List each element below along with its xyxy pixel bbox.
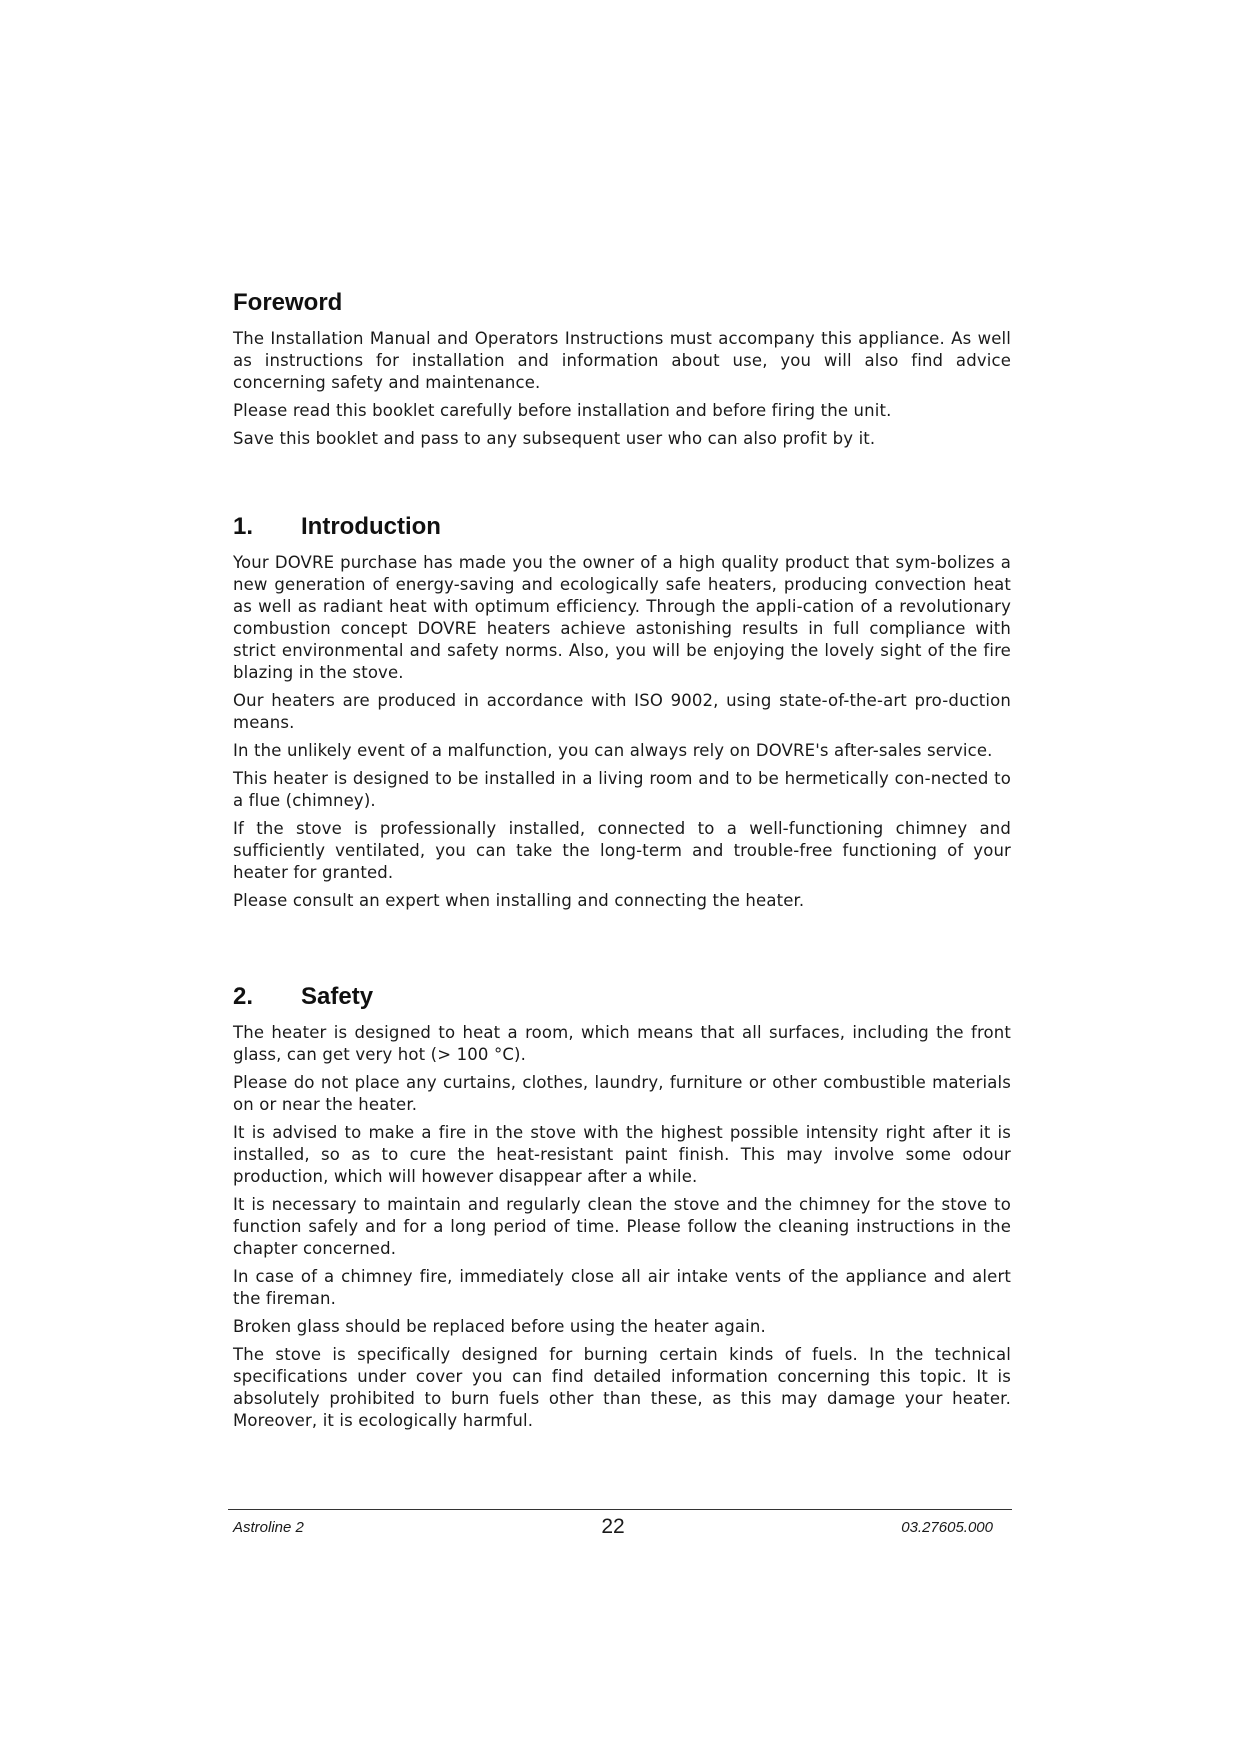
safety-paragraph: Please do not place any curtains, clothes, laundry, furniture or other combustible materials on or near the heater. [233,1073,1011,1114]
foreword-paragraph: Save this booklet and pass to any subsequent user who can also profit by it. [233,429,876,448]
safety-paragraph: The heater is designed to heat a room, which means that all surfaces, including the front glass, can get very hot (> 100 °C). [233,1023,1011,1064]
foreword-heading: Foreword [233,289,343,316]
safety-paragraph: In case of a chimney fire, immediately close all air intake vents of the appliance and alert the fireman. [233,1267,1011,1308]
safety-paragraph: The stove is specifically designed for burning certain kinds of fuels. In the technical specifications under cover you can find detailed information concerning this topic. It is absolutely prohibited to burn fuels other than these, as this may damage your heater. Moreover, it is ecologically harmful. [233,1345,1011,1430]
footer-page-number: 22 [601,1515,625,1538]
section-title: Introduction [301,513,441,540]
foreword-paragraph: Please read this booklet carefully before installation and before firing the unit. [233,401,892,420]
foreword-paragraph: The Installation Manual and Operators Instructions must accompany this appliance. As well as instructions for installation and information about use, you will also find advice concerning safety and maintenance. [233,329,1011,392]
document-page [233,288,1011,1438]
foreword-section [233,288,1011,450]
introduction-paragraph: Your DOVRE purchase has made you the owner of a high quality product that sym-bolizes a new generation of energy-saving and ecologically safe heaters, producing convection heat as well as radiant heat with optimum efficiency. Through the appli-cation of a revolutionary combustion concept DOVRE heaters achieve astonishing results in full compliance with strict environmental and safety norms. Also, you will be enjoying the lovely sight of the fire blazing in the stove. [233,553,1011,682]
footer-divider [228,1509,1012,1510]
section-number: 2. [233,983,254,1010]
introduction-paragraph: Our heaters are produced in accordance with ISO 9002, using state-of-the-art pro-duction means. [233,691,1011,732]
safety-section [233,982,1011,1432]
section-number: 1. [233,513,254,540]
introduction-paragraph: This heater is designed to be installed in a living room and to be hermetically con-nected to a flue (chimney). [233,769,1011,810]
introduction-section [233,512,1011,912]
introduction-paragraph: In the unlikely event of a malfunction, you can always rely on DOVRE's after-sales service. [233,741,993,760]
safety-heading [233,982,1011,1012]
page-footer [233,1515,993,1539]
introduction-heading [233,512,1011,542]
introduction-paragraph: Please consult an expert when installing and connecting the heater. [233,891,805,910]
section-title: Safety [301,983,374,1010]
introduction-paragraph: If the stove is professionally installed, connected to a well-functioning chimney and sufficiently ventilated, you can take the long-term and trouble-free functioning of your heater for granted. [233,819,1011,882]
footer-document-code: 03.27605.000 [901,1519,993,1536]
safety-paragraph: It is advised to make a fire in the stove with the highest possible intensity right after it is installed, so as to cure the heat-resistant paint finish. This may involve some odour production, which will however disappear after a while. [233,1123,1011,1186]
footer-product-name: Astroline 2 [233,1519,304,1536]
safety-paragraph: It is necessary to maintain and regularly clean the stove and the chimney for the stove to function safely and for a long period of time. Please follow the cleaning instructions in the chapter concerned. [233,1195,1011,1258]
safety-paragraph: Broken glass should be replaced before using the heater again. [233,1317,766,1336]
